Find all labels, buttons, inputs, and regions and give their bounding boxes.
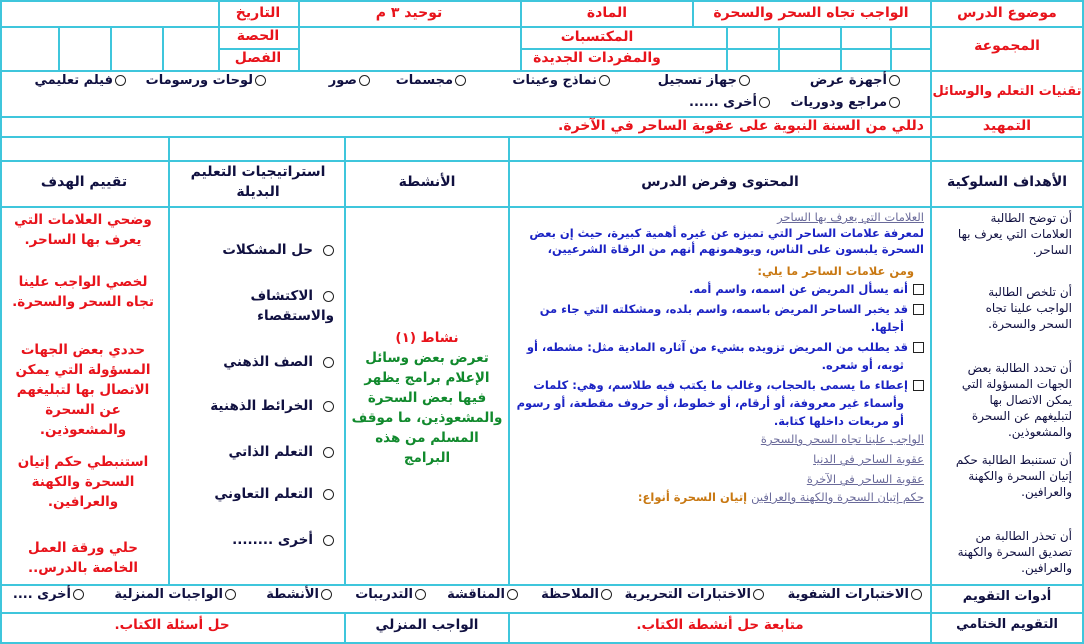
content-heading-1: العلامات التي يعرف بها الساحر xyxy=(777,210,924,224)
intro-label: التمهيد xyxy=(982,118,1032,134)
tool-other[interactable]: أخرى .... xyxy=(13,587,84,602)
sign-3-cont: ثوبه، أو شعره. xyxy=(821,358,904,372)
content-signs-heading: ومن علامات الساحر ما يلي: xyxy=(757,264,914,278)
option-boards[interactable]: لوحات ورسومات xyxy=(146,73,266,88)
objective-1: أن توضح الطالبة العلامات التي يعرف بها الساحر. xyxy=(957,211,1072,257)
vocab-label: المكتسبات والمفردات الجديدة xyxy=(533,29,661,66)
final-label: التقويم الختامي xyxy=(956,617,1058,632)
sign-2-cont: أجلها. xyxy=(870,320,904,334)
homework-label: الواجب المنزلي xyxy=(375,617,479,633)
objective-4: أن تستنبط الطالبة حكم إتيان السحرة والكهنة والعرافين. xyxy=(955,453,1072,499)
objective-5: أن تحذر الطالبة من تصديق السحرة والكهنة والعرافين. xyxy=(957,529,1072,575)
class-label: الفصل xyxy=(234,50,282,66)
sign-4: إعطاء ما يسمى بالحجاب، وغالب ما يكتب فيه طلاسم، وهي: كلمات xyxy=(533,378,924,392)
intro-text: دللي من السنة النبوية على عقوبة الساحر في الآخرة. xyxy=(558,118,924,134)
sign-checkbox xyxy=(913,342,924,353)
period-label: الحصة xyxy=(236,28,280,44)
col-strategies: استراتيجيات التعليم البديلة xyxy=(190,164,326,200)
option-models[interactable]: نماذج وعينات xyxy=(512,73,610,88)
homework-value: حل أسئلة الكتاب. xyxy=(114,617,230,633)
tool-discussion[interactable]: المناقشة xyxy=(447,587,518,602)
content-link-4[interactable]: حكم إتيان السحرة والكهنة والعرافين xyxy=(751,490,924,504)
activity-block xyxy=(350,328,504,468)
sign-4-cont-2: أو مربعات داخلها كتابة. xyxy=(773,414,904,428)
option-references[interactable]: مراجع ودوريات xyxy=(790,95,900,110)
sign-checkbox xyxy=(913,284,924,295)
sign-checkbox xyxy=(913,380,924,391)
evaluation-3: حددي بعض الجهات المسؤولة التي يمكن الاتصال بها لتبليغهم عن السحرة والمشعوذين. xyxy=(15,342,151,438)
evaluation-5: حلي ورقة العمل الخاصة بالدرس.. xyxy=(27,540,139,576)
content-para1-line1: لمعرفة علامات الساحر التي تميزه عن غيره أهمية كبيرة، حيث إن بعض xyxy=(529,226,924,240)
group-label: المجموعة xyxy=(974,38,1040,54)
objective-2: أن تلخص الطالبة الواجب علينا تجاه السحر والسحرة. xyxy=(985,285,1072,331)
strategy-other[interactable]: أخرى ........ xyxy=(232,532,334,548)
topic-label: موضوع الدرس xyxy=(957,5,1057,21)
strategy-problem-solving[interactable]: حل المشكلات xyxy=(222,242,334,258)
option-projectors[interactable]: أجهزة عرض xyxy=(810,73,900,88)
subject-value: توحيد ٣ م xyxy=(375,5,443,21)
objective-3: أن تحدد الطالبة بعض الجهات المسؤولة التي يمكن الاتصال بها لتبليغهم عن السحرة والمشعوذين. xyxy=(961,361,1072,439)
assessment-tools-label: أدوات التقويم xyxy=(962,589,1052,604)
date-label: التاريخ xyxy=(235,5,281,21)
content-types-line xyxy=(638,490,924,504)
col-activities: الأنشطة xyxy=(398,174,456,190)
strategy-self-learning[interactable]: التعلم الذاتي xyxy=(229,444,334,460)
tool-observation[interactable]: الملاحظة xyxy=(541,587,612,602)
strategy-cooperative[interactable]: التعلم التعاوني xyxy=(214,486,334,502)
activity-tail: والمشعوذين، ما موقف المسلم من هذه البرامج xyxy=(351,410,503,466)
tool-oral-tests[interactable]: الاختبارات الشفوية xyxy=(788,587,922,602)
col-evaluation: تقييم الهدف xyxy=(40,174,128,190)
sign-4-cont-1: وأسماء غير معروفة، أو أرقام، أو خطوط، أو حروف مقطعة، أو رسوم xyxy=(516,396,904,410)
subject-label: المادة xyxy=(586,5,628,21)
col-objectives: الأهداف السلوكية xyxy=(946,174,1068,190)
content-link-1[interactable]: الواجب علينا تجاه السحر والسحرة xyxy=(760,432,924,446)
techniques-label: تقنيات التعلم والوسائل xyxy=(932,84,1082,99)
activity-title: نشاط (١) xyxy=(395,330,459,346)
content-link-2[interactable]: عقوبة الساحر في الدنيا xyxy=(813,452,924,466)
evaluation-1: وضحي العلامات التي يعرف بها الساحر. xyxy=(14,212,152,248)
sign-checkbox xyxy=(913,304,924,315)
tool-exercises[interactable]: التدريبات xyxy=(355,587,426,602)
content-link-3[interactable]: عقوبة الساحر في الآخرة xyxy=(806,472,924,486)
content-para1-line2: السحرة يلبسون على الناس، ويوهمونهم أنهم من الرقاة الشرعيين، xyxy=(547,242,924,256)
sign-3: قد يطلب من المريض تزويده بشيء من آثاره المادية مثل: مشطه، أو xyxy=(527,340,924,354)
evaluation-2: لخصي الواجب علينا تجاه السحر والسحرة. xyxy=(12,274,154,310)
activity-body: تعرض بعض وسائل الإعلام برامج يظهر فيها بعض السحرة xyxy=(364,350,490,406)
option-pictures[interactable]: صور xyxy=(329,73,370,88)
sign-2: قد يخبر الساحر المريض باسمه، واسم بلده، ومشكلته التي جاء من xyxy=(540,302,924,316)
col-content: المحتوى وفرض الدرس xyxy=(641,174,799,190)
tool-activities[interactable]: الأنشطة xyxy=(266,587,332,602)
option-recorder[interactable]: جهاز تسجيل xyxy=(658,73,750,88)
tool-written-tests[interactable]: الاختبارات التحريرية xyxy=(625,587,764,602)
final-value: متابعة حل أنشطة الكتاب. xyxy=(636,617,804,633)
content-types-label: إتيان السحرة أنواع: xyxy=(637,490,748,504)
strategy-discovery[interactable]: الاكتشاف والاستقصاء xyxy=(250,288,334,324)
strategy-mind-maps[interactable]: الخرائط الذهنية xyxy=(210,398,334,414)
topic-value: الواجب تجاه السحر والسحرة xyxy=(713,5,909,21)
option-3d-models[interactable]: مجسمات xyxy=(396,73,466,88)
option-other-technique[interactable]: أخرى ...... xyxy=(689,95,770,110)
evaluation-4: استنبطي حكم إتيان السحرة والكهنة والعرافين. xyxy=(17,454,149,510)
option-film[interactable]: فيلم تعليمي xyxy=(34,73,126,88)
sign-1: أنه يسأل المريض عن اسمه، واسم أمه. xyxy=(689,282,924,296)
strategy-brainstorm[interactable]: الصف الذهني xyxy=(223,354,334,370)
tool-homework[interactable]: الواجبات المنزلية xyxy=(114,587,236,602)
